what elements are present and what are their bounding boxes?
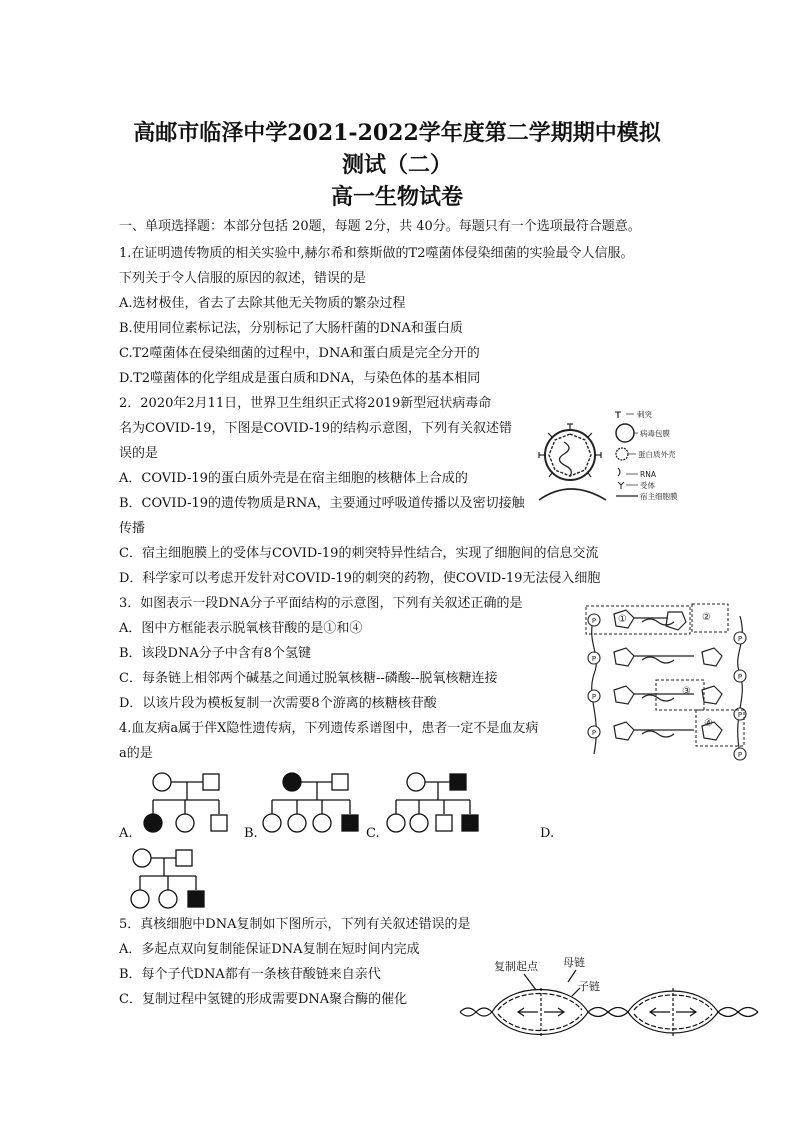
q3-stem: 3．如图表示一段DNA分子平面结构的示意图，下列有关叙述正确的是 — [119, 596, 523, 611]
dna-structure-figure — [582, 604, 752, 764]
box-label-1: ① — [618, 614, 627, 625]
figure-legend — [615, 409, 678, 501]
exam-subtitle: 高一生物试卷 — [330, 184, 463, 210]
q4-stem-2: a的是 — [119, 746, 153, 761]
q2-option-d: D．科学家可以考虑开发针对COVID-19的刺突的药物，使COVID-19无法侵入细胞 — [119, 571, 601, 586]
box-1 — [586, 606, 690, 634]
pedigree-a — [140, 772, 230, 836]
q2-option-c: C．宿主细胞膜上的受体与COVID-19的刺突特异性结合，实现了细胞间的信息交流 — [119, 546, 599, 561]
label-origin: 复制起点 — [494, 960, 538, 973]
q4-label-a: A. — [119, 826, 133, 841]
q3-option-b: B．该段DNA分子中含有8个氢键 — [119, 646, 312, 661]
phosphate-label-4: P — [591, 729, 597, 737]
phosphate-label-8: P — [737, 751, 743, 759]
phosphate-label-3: P — [591, 693, 597, 701]
q4-stem-1: 4.血友病a属于伴X隐性遗传病，下列遗传系谱图中，患者一定不是血友病 — [119, 721, 539, 736]
phosphate-label-2: P — [591, 655, 597, 663]
legend-receptor: 受体 — [640, 481, 655, 490]
section-heading: 一、单项选择题：本部分包括 20题，每题 2分，共 40分。每题只有一个选项最符合题意。 — [119, 219, 641, 234]
box-label-2: ② — [702, 612, 711, 623]
q5-option-b: B．每个子代DNA都有一条核苷酸链来自亲代 — [119, 967, 381, 982]
q5-option-a: A．多起点双向复制能保证DNA复制在短时间内完成 — [119, 942, 420, 957]
q2-stem-2: 名为COVID-19，下图是COVID-19的结构示意图，下列有关叙述错 — [119, 421, 512, 436]
legend-capsid: 蛋白质外壳 — [638, 450, 676, 459]
q2-option-b: B．COVID-19的遗传物质是RNA，主要通过呼吸道传播以及密切接触 — [119, 496, 525, 511]
q1-option-d: D.T2噬菌体的化学组成是蛋白质和DNA，与染色体的基本相同 — [119, 371, 481, 386]
legend-rna: RNA — [640, 470, 656, 479]
q1-option-c: C.T2噬菌体在侵染细菌的过程中，DNA和蛋白质是完全分开的 — [119, 346, 480, 361]
exam-title-line1: 高邮市临泽中学2021-2022学年度第二学期期中模拟 — [133, 120, 661, 146]
phosphate-label-7: P — [737, 711, 743, 719]
q3-option-d: D．以该片段为模板复制一次需要8个游离的核糖核苷酸 — [119, 696, 437, 711]
q4-label-d: D. — [540, 826, 555, 841]
q1-option-a: A.选材极佳，省去了去除其他无关物质的繁杂过程 — [119, 296, 406, 311]
q5-stem: 5．真核细胞中DNA复制如下图所示，下列有关叙述错误的是 — [119, 917, 471, 932]
q4-label-b: B. — [244, 826, 258, 841]
pedigree-b — [262, 772, 362, 836]
virus-particle — [539, 424, 601, 480]
q2-stem-3: 误的是 — [119, 446, 159, 461]
pedigree-c — [386, 772, 486, 836]
phosphate-label-6: P — [737, 673, 743, 681]
q2-option-b-cont: 传播 — [119, 521, 146, 536]
phosphate-label-1: P — [591, 617, 597, 625]
phosphate-label-5: P — [737, 635, 743, 643]
legend-spike: 刺突 — [637, 410, 652, 419]
q3-option-a: A．图中方框能表示脱氧核苷酸的是①和④ — [119, 621, 363, 636]
q1-option-b: B.使用同位素标记法，分别标记了大肠杆菌的DNA和蛋白质 — [119, 321, 463, 336]
box-label-3: ③ — [682, 686, 691, 697]
exam-title-line2: 测试（二） — [341, 152, 452, 178]
pedigree-d — [126, 848, 216, 912]
q5-option-c: C．复制过程中氢键的形成需要DNA聚合酶的催化 — [119, 992, 408, 1007]
legend-host-membrane: 宿主细胞膜 — [640, 492, 678, 501]
label-daughter-strand: 子链 — [578, 980, 600, 993]
q1-stem-2: 下列关于令人信服的原因的叙述，错误的是 — [119, 271, 367, 286]
q1-stem-1: 1.在证明遗传物质的相关实验中,赫尔希和蔡斯做的T2噬菌体侵染细菌的实验最令人信服。 — [119, 246, 634, 261]
box-label-4: ④ — [704, 718, 713, 729]
label-parent-strand: 母链 — [563, 956, 585, 969]
q4-label-c: C. — [366, 826, 380, 841]
q3-option-c: C．每条链上相邻两个碱基之间通过脱氧核糖--磷酸--脱氧核糖连接 — [119, 671, 498, 686]
q2-stem-1: 2．2020年2月11日，世界卫生组织正式将2019新型冠状病毒命 — [119, 396, 492, 411]
host-membrane-line — [539, 489, 606, 500]
covid-structure-figure — [534, 400, 704, 508]
legend-envelope: 病毒包膜 — [640, 429, 670, 438]
q2-option-a: A．COVID-19的蛋白质外壳是在宿主细胞的核糖体上合成的 — [119, 471, 468, 486]
dna-replication-figure — [460, 952, 770, 1052]
box-3 — [656, 680, 704, 710]
